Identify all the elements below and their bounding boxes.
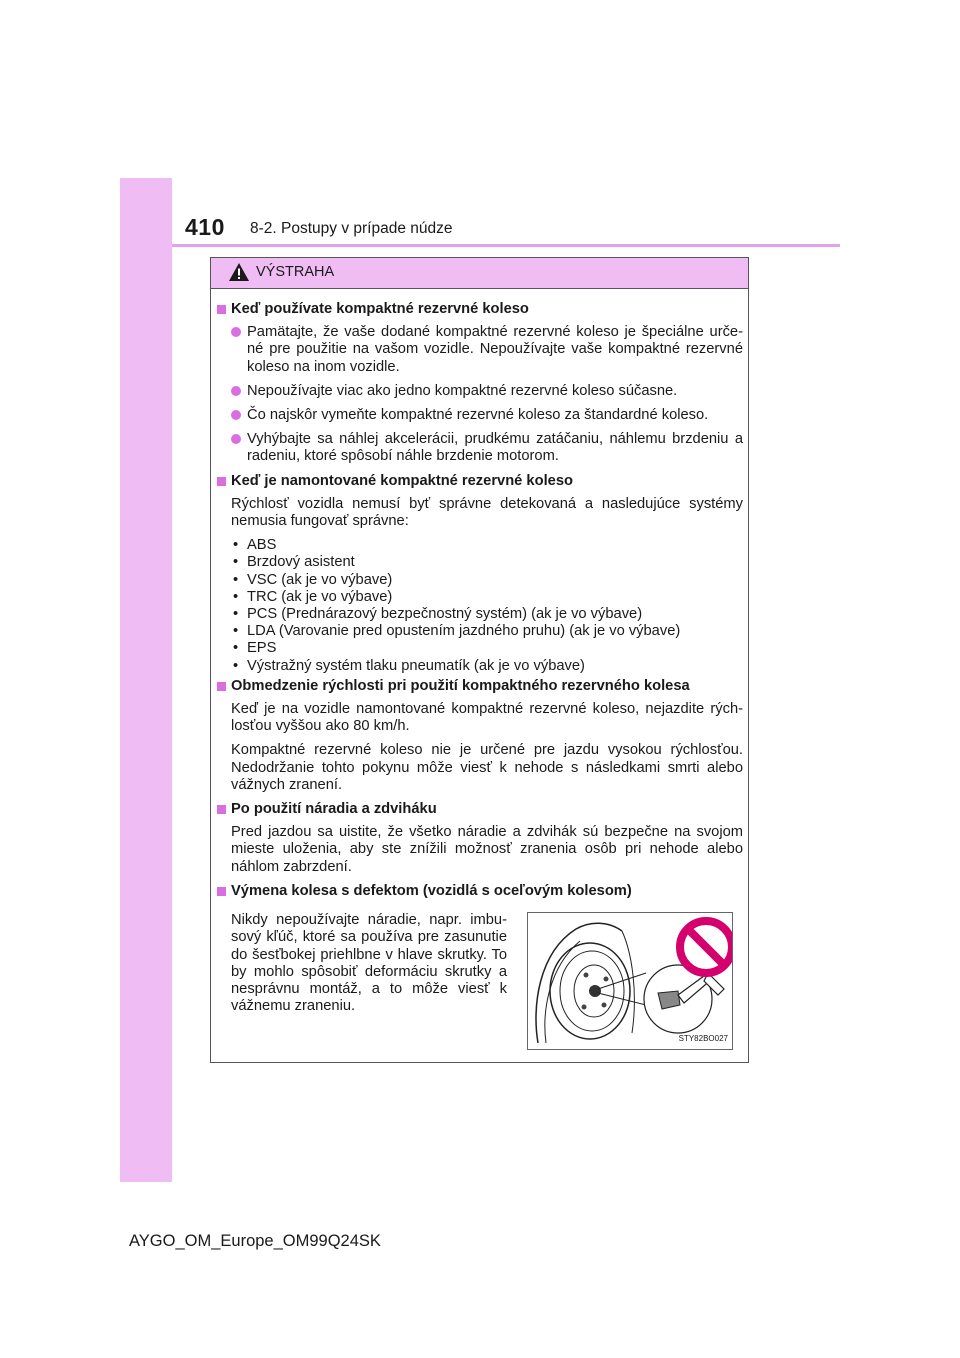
square-bullet-icon [217,682,226,691]
paragraph: Kompaktné rezervné koleso nie je určené pre jazdu vysokou rýchlosťou. Nedodržanie tohto pokynu môže viesť k nehode s následkami smrti alebo vážnych zranení. [231,742,743,793]
heading-text: Po použití náradia a zdviháku [231,801,437,818]
hex-key-prohibited-illustration [527,912,733,1050]
system-list [215,537,743,675]
page-number: 410 [185,214,225,240]
bullet-text: Vyhýbajte sa náhlej akcelerácii, prudkému zatáčaniu, náhlemu brzdeniu a radeniu, ktoré spôsobí náhle brzdenie motorom. [247,431,743,465]
square-bullet-icon [217,887,226,896]
bullet-item [215,383,743,400]
list-item: • TRC (ak je vo výbave) [233,588,393,605]
section-heading [215,801,743,818]
paragraph: Keď je na vozidle namontované kompaktné rezervné koleso, nejazdite rých-losťou vyššou ako 80 km/h. [231,701,743,735]
section-heading [215,473,743,490]
bullet-item [215,407,743,424]
round-bullet-icon [231,327,241,337]
wheel-illustration [528,913,732,1049]
round-bullet-icon [231,410,241,420]
section-heading [215,883,743,900]
list-item: • PCS (Prednárazový bezpečnostný systém) (ak je vo výbave) [233,606,643,623]
heading-text: Keď používate kompaktné rezervné koleso [231,301,529,317]
wheel-change-row [215,906,743,1056]
list-item-text: VSC (ak je vo výbave) [247,571,393,588]
footer-document-id: AYGO_OM_Europe_OM99Q24SK [129,1232,381,1250]
square-bullet-icon [217,477,226,486]
heading-text: Obmedzenie rýchlosti pri použití kompaktného rezervného kolesa [231,677,690,694]
heading-text: Keď je namontované kompaktné rezervné koleso [231,472,573,489]
square-bullet-icon [217,305,226,314]
list-item-text: ABS [247,537,277,554]
warning-triangle-icon [228,262,250,282]
list-item-text: PCS (Prednárazový bezpečnostný systém) (ak je vo výbave) [247,606,643,623]
figure-code: STY82BO027 [678,1033,728,1043]
list-item: • Brzdový asistent [233,554,355,571]
list-item-text: TRC (ak je vo výbave) [247,588,393,605]
list-item-text: Brzdový asistent [247,554,355,571]
list-item: • EPS [233,640,277,657]
warning-content [215,301,743,1056]
list-item: • Výstražný systém tlaku pneumatík (ak je vo výbave) [233,657,585,674]
section-title: 8-2. Postupy v prípade núdze [250,220,453,237]
section-heading [215,301,743,318]
warning-title: VÝSTRAHA [256,264,335,280]
side-color-strip [120,178,172,1182]
list-item: • ABS [233,537,277,554]
list-item: • LDA (Varovanie pred opustením jazdného pruhu) (ak je vo výbave) [233,623,681,640]
bullet-text: Čo najskôr vymeňte kompaktné rezervné koleso za štandardné koleso. [247,407,709,424]
bullet-text: Pamätajte, že vaše dodané kompaktné rezervné koleso je špeciálne urče-né pre použitie na vašom vozidle. Nepoužívajte vaše kompaktné rezervné koleso na inom vozidle. [247,324,743,375]
bullet-text: Nepoužívajte viac ako jedno kompaktné rezervné koleso súčasne. [247,382,678,399]
section-heading [215,678,743,695]
warning-box [210,257,749,1063]
warning-header [211,258,748,289]
list-item-text: Výstražný systém tlaku pneumatík (ak je vo výbave) [247,657,585,674]
square-bullet-icon [217,805,226,814]
round-bullet-icon [231,386,241,396]
heading-text: Výmena kolesa s defektom (vozidlá s oceľovým kolesom) [231,882,632,899]
paragraph: Nikdy nepoužívajte náradie, napr. imbu-sový kľúč, ktoré sa používa pre zasunutie do šesťbokej priehlbne v hlave skrutky. To by mohlo spôsobiť deformáciu skrutky a nesprávnu montáž, a to môže viesť k vážnemu zraneniu. [231,912,507,1015]
paragraph: Rýchlosť vozidla nemusí byť správne detekovaná a nasledujúce systémy nemusia fungovať správne: [231,495,743,530]
list-item-text: LDA (Varovanie pred opustením jazdného pruhu) (ak je vo výbave) [247,623,681,640]
round-bullet-icon [231,434,241,444]
header-divider [172,244,840,247]
paragraph: Pred jazdou sa uistite, že všetko náradie a zdvihák sú bezpečne na svojom mieste uloženia, aby ste znížili možnosť zranenia osôb pri nehode alebo náhlom zabrzdení. [231,824,743,875]
bullet-item [215,431,743,465]
list-item: • VSC (ak je vo výbave) [233,571,393,588]
bullet-item [215,324,743,376]
list-item-text: EPS [247,640,277,657]
